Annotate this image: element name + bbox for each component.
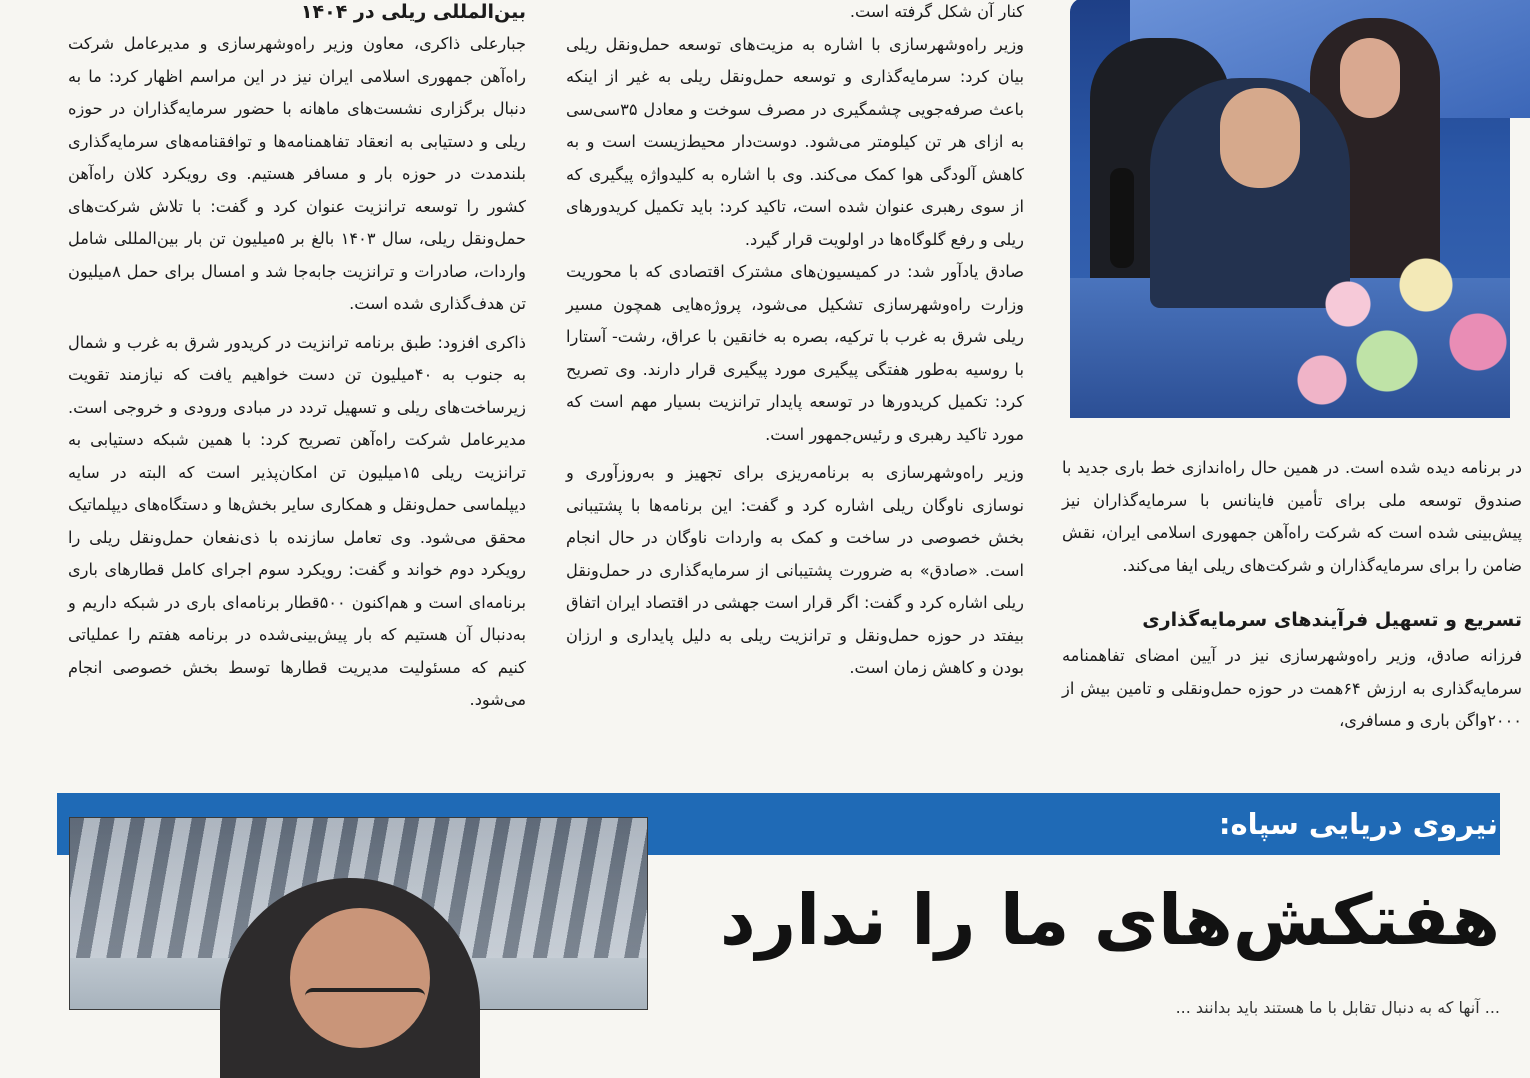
photo-flowers <box>1270 228 1530 418</box>
subheading: تسریع و تسهیل فرآیندهای سرمایه‌گذاری <box>1142 609 1522 631</box>
photo-microphone <box>1110 168 1134 268</box>
photo-glasses <box>305 988 425 1008</box>
signing-ceremony-photo <box>1070 0 1510 418</box>
column-heading: بین‌المللی ریلی در ۱۴۰۴ <box>300 1 526 23</box>
paragraph: وزیر راه‌وشهرسازی با اشاره به مزیت‌های توسعه حمل‌ونقل ریلی بیان کرد: سرمایه‌گذاری و توسعه حمل‌ونقل ریلی به غیر از اینکه باعث صرفه‌جویی چشمگیری در مصرف سوخت و معادل ۳۵سی‌سی به ازای هر تن کیلومتر می‌شود. دوست‌دار محیط‌زیست است و به کاهش آلودگی هوا کمک می‌کند. وی با اشاره به کلیدواژه پیگیری که از سوی رهبری عنوان شده است، تاکید کرد: باید تکمیل کریدورهای ریلی و رفع گلوگاه‌ها در اولویت قرار گیرد. <box>566 34 1024 249</box>
photo-signer-face <box>1220 88 1300 188</box>
paragraph: صادق یادآور شد: در کمیسیون‌های مشترک اقتصادی که با محوریت وزارت راه‌وشهرسازی تشکیل می‌شود، پروژه‌هایی همچون مسیر ریلی شرق به غرب با ترکیه، بصره به خانقین با عراق، رشت- آستارا با روسیه به‌طور هفتگی پیگیری مورد پیگیری قرار دارند. وی تصریح کرد: تکمیل کریدورها در توسعه پایدار ترانزیت بسیار مهم است که مورد تاکید رهبری و رئیس‌جمهور است. <box>566 262 1024 444</box>
paragraph: جبارعلی ذاکری، معاون وزیر راه‌وشهرسازی و مدیرعامل شرکت راه‌آهن جمهوری اسلامی ایران نیز در این مراسم اظهار کرد: ما به دنبال برگزاری نشست‌های ماهانه با حضور سرمایه‌گذاران در حوزه ریلی و دستیابی به انعقاد تفاهمنامه‌ها و توافقنامه‌های سرمایه‌گذاری بلندمدت در حوزه بار و مسافر هستیم. وی رویکرد کلان راه‌آهن کشور را توسعه ترانزیت عنوان کرد و گفت: با تلاش شرکت‌های حمل‌ونقل ریلی، سال ۱۴۰۳ بالغ بر ۵میلیون تن بار بین‌المللی شامل واردات، صادرات و ترانزیت جابه‌جا شد و امسال برای حمل ۸میلیون تن هدف‌گذاری شده است. <box>68 34 526 313</box>
article-column-right <box>1062 452 1522 738</box>
paragraph: فرزانه صادق، وزیر راه‌وشهرسازی نیز در آیین امضای تفاهمنامه سرمایه‌گذاری به ارزش ۶۴همت در حوزه حمل‌ونقلی و تامین بیش از ۲۰۰۰واگن باری و مسافری، <box>1062 646 1522 730</box>
article-lead-cut: ... آنها که به دنبال تقابل با ما هستند باید بدانند ... <box>1175 998 1500 1017</box>
article-kicker: نیروی دریایی سپاه: <box>1218 807 1498 841</box>
photo-woman-face <box>1340 38 1400 118</box>
article-column-left <box>68 0 526 717</box>
article-headline: هفتکش‌های ما را ندارد <box>719 879 1500 961</box>
photo-person-face <box>290 908 430 1048</box>
paragraph: وزیر راه‌وشهرسازی به برنامه‌ریزی برای تجهیز و به‌روزآوری و نوسازی ناوگان ریلی اشاره کرد و گفت: این برنامه‌ها با پشتیبانی بخش خصوصی در ساخت و کمک به واردات ناوگان در حال انجام است. «صادق» به ضرورت پشتیبانی از سرمایه‌گذاری در حمل‌ونقل ریلی اشاره کرد و گفت: اگر قرار است جهشی در اقتصاد ایران اتفاق بیفتد در حوزه حمل‌ونقل و ترانزیت ریلی به دلیل پایداری و ارزان بودن و کاهش زمان است. <box>566 463 1024 677</box>
article-column-middle <box>566 0 1024 685</box>
commander-portrait-photo <box>69 817 648 1010</box>
paragraph: در برنامه دیده شده است. در همین حال راه‌اندازی خط باری جدید با صندوق توسعه ملی برای تأمین فاینانس با سرمایه‌گذاران نیز پیش‌بینی شده است که شرکت راه‌آهن جمهوری اسلامی ایران، نقش ضامن را برای سرمایه‌گذاران و شرکت‌های ریلی ایفا می‌کند. <box>1062 458 1522 575</box>
paragraph: کنار آن شکل گرفته است. <box>849 2 1024 21</box>
paragraph: ذاکری افزود: طبق برنامه ترانزیت در کریدور شرق به غرب و شمال به جنوب به ۴۰میلیون تن دست خواهیم یافت که نیازمند تقویت زیرساخت‌های ریلی و تسهیل تردد در مبادی ورودی و خروجی است. مدیرعامل شرکت راه‌آهن تصریح کرد: با همین شبکه دستیابی به ترانزیت ریلی ۱۵میلیون تن امکان‌پذیر است که البته در سایه دیپلماسی حمل‌ونقل و همکاری سایر بخش‌ها و دستگاه‌های دیپلماتیک محقق می‌شود. وی تعامل سازنده با ذی‌نفعان حمل‌ونقل ریلی را رویکرد دوم خواند و گفت: رویکرد سوم اجرای کامل قطارهای باری برنامه‌ای است و هم‌اکنون ۵۰۰قطار برنامه‌ای باری در شبکه داریم و به‌دنبال آن هستیم که بار پیش‌بینی‌شده در برنامه هفتم را عملیاتی کنیم که مسئولیت مدیریت قطارها توسط بخش خصوصی انجام می‌شود. <box>68 332 526 709</box>
